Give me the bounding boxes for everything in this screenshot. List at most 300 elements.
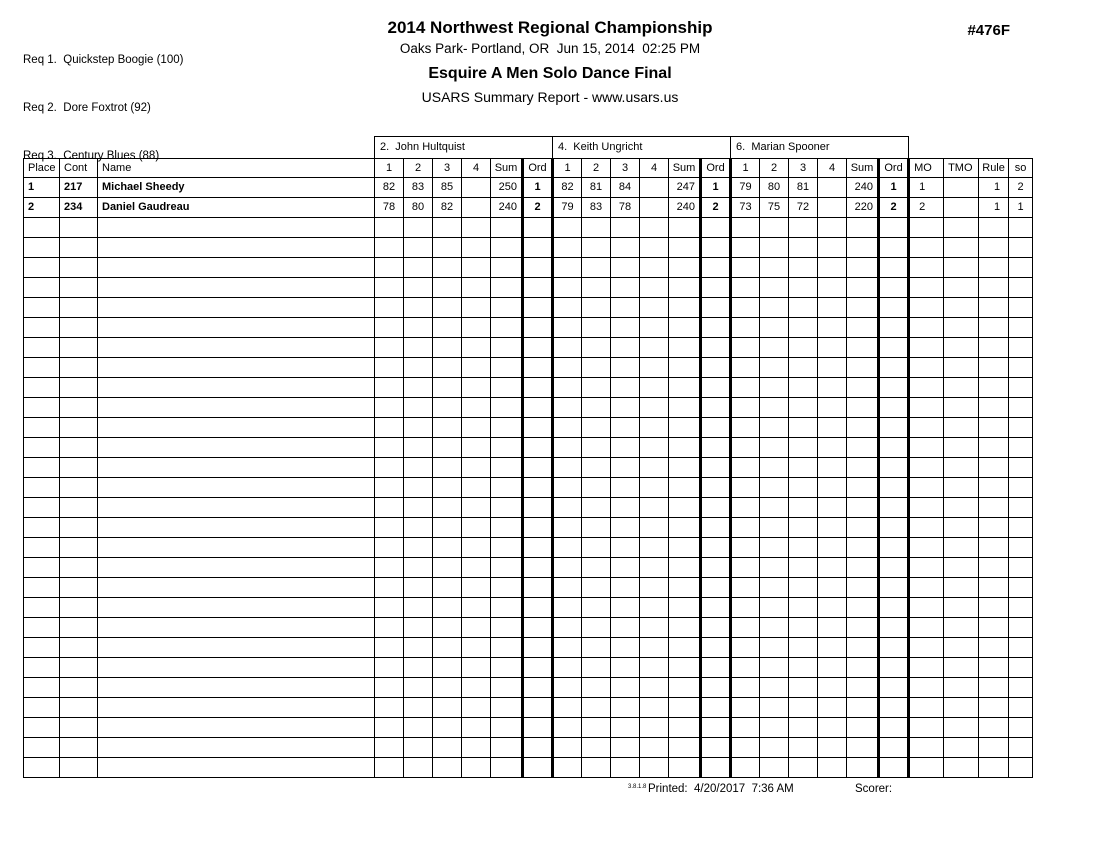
table-cell <box>523 238 553 258</box>
table-cell <box>553 318 582 338</box>
table-cell <box>979 558 1009 578</box>
table-cell <box>582 318 611 338</box>
empty-table-row <box>24 598 1033 618</box>
table-cell <box>462 718 491 738</box>
table-cell <box>818 578 847 598</box>
table-cell <box>847 758 879 778</box>
empty-table-row <box>24 758 1033 778</box>
table-cell <box>760 318 789 338</box>
table-cell <box>404 458 433 478</box>
table-cell <box>523 618 553 638</box>
col-header-j1-sum: Sum <box>491 159 523 178</box>
table-cell <box>944 598 979 618</box>
table-cell <box>553 338 582 358</box>
table-cell <box>944 238 979 258</box>
empty-table-row <box>24 298 1033 318</box>
table-cell <box>879 458 909 478</box>
table-cell <box>98 378 375 398</box>
empty-table-row <box>24 618 1033 638</box>
table-cell <box>1009 238 1033 258</box>
table-cell <box>944 398 979 418</box>
table-cell <box>60 538 98 558</box>
table-cell <box>818 438 847 458</box>
table-cell: 1 <box>24 178 60 198</box>
col-header-j3-score4: 4 <box>818 159 847 178</box>
table-cell <box>731 558 760 578</box>
table-cell <box>60 378 98 398</box>
table-cell <box>433 678 462 698</box>
table-cell <box>98 458 375 478</box>
table-cell <box>491 318 523 338</box>
table-cell <box>60 238 98 258</box>
table-cell <box>944 658 979 678</box>
table-cell: 81 <box>582 178 611 198</box>
table-cell <box>553 218 582 238</box>
table-cell <box>462 378 491 398</box>
table-cell <box>611 278 640 298</box>
table-cell <box>944 378 979 398</box>
table-cell <box>979 478 1009 498</box>
table-cell <box>98 698 375 718</box>
table-cell <box>375 438 404 458</box>
table-cell: 1 <box>909 178 944 198</box>
table-cell <box>404 518 433 538</box>
table-cell <box>60 498 98 518</box>
table-cell <box>24 318 60 338</box>
table-cell: 250 <box>491 178 523 198</box>
venue-date-line: Oaks Park- Portland, OR Jun 15, 2014 02:25 PM <box>399 41 701 56</box>
table-cell <box>611 258 640 278</box>
table-cell <box>98 718 375 738</box>
table-cell <box>847 698 879 718</box>
table-cell <box>375 298 404 318</box>
table-cell <box>582 738 611 758</box>
table-cell: 1 <box>701 178 731 198</box>
table-cell <box>60 678 98 698</box>
table-cell <box>909 638 944 658</box>
table-cell <box>98 598 375 618</box>
table-cell <box>669 658 701 678</box>
table-cell <box>669 278 701 298</box>
table-cell <box>640 198 669 218</box>
table-cell <box>669 498 701 518</box>
table-cell <box>491 738 523 758</box>
table-cell <box>731 318 760 338</box>
table-cell <box>979 658 1009 678</box>
judge-2-name: 4. Keith Ungricht <box>553 137 731 159</box>
table-cell: 85 <box>433 178 462 198</box>
table-cell <box>98 738 375 758</box>
table-cell: 2 <box>1009 178 1033 198</box>
table-cell <box>611 758 640 778</box>
table-cell <box>979 258 1009 278</box>
col-header-place: Place <box>24 159 60 178</box>
table-cell <box>640 238 669 258</box>
table-cell <box>611 618 640 638</box>
table-cell <box>847 318 879 338</box>
empty-table-row <box>24 358 1033 378</box>
table-cell <box>909 498 944 518</box>
table-cell <box>701 418 731 438</box>
table-cell <box>879 298 909 318</box>
table-cell <box>979 338 1009 358</box>
table-cell <box>24 718 60 738</box>
table-cell <box>462 358 491 378</box>
table-cell <box>24 478 60 498</box>
table-cell <box>760 338 789 358</box>
table-cell <box>491 718 523 738</box>
table-cell <box>789 278 818 298</box>
table-cell <box>847 498 879 518</box>
table-cell <box>818 358 847 378</box>
table-cell <box>979 678 1009 698</box>
table-cell <box>789 758 818 778</box>
table-cell <box>879 618 909 638</box>
table-cell <box>553 358 582 378</box>
col-header-rule: Rule <box>979 159 1009 178</box>
table-cell <box>553 598 582 618</box>
table-cell <box>879 638 909 658</box>
table-cell <box>375 738 404 758</box>
table-cell <box>669 218 701 238</box>
table-cell <box>1009 698 1033 718</box>
table-cell <box>553 518 582 538</box>
table-cell <box>582 298 611 318</box>
col-header-j1-score2: 2 <box>404 159 433 178</box>
table-cell <box>433 718 462 738</box>
table-cell <box>669 478 701 498</box>
table-cell <box>553 398 582 418</box>
table-cell <box>760 558 789 578</box>
table-cell <box>1009 758 1033 778</box>
table-cell <box>879 658 909 678</box>
table-cell <box>491 558 523 578</box>
table-cell <box>553 658 582 678</box>
table-cell <box>404 398 433 418</box>
table-cell <box>523 518 553 538</box>
table-cell <box>701 398 731 418</box>
col-header-j1-score4: 4 <box>462 159 491 178</box>
table-cell <box>1009 658 1033 678</box>
table-cell <box>523 278 553 298</box>
table-cell <box>1009 558 1033 578</box>
table-cell <box>640 578 669 598</box>
table-cell <box>1009 358 1033 378</box>
table-cell <box>760 738 789 758</box>
table-cell <box>818 678 847 698</box>
col-header-j3-score3: 3 <box>789 159 818 178</box>
table-cell <box>611 678 640 698</box>
table-cell <box>462 738 491 758</box>
table-cell <box>24 638 60 658</box>
table-cell <box>375 398 404 418</box>
table-cell <box>731 398 760 418</box>
table-cell <box>433 758 462 778</box>
table-cell <box>523 438 553 458</box>
table-cell <box>433 558 462 578</box>
table-cell <box>789 518 818 538</box>
table-cell <box>375 338 404 358</box>
table-cell <box>404 278 433 298</box>
table-cell: 78 <box>375 198 404 218</box>
table-cell <box>375 278 404 298</box>
table-cell <box>462 598 491 618</box>
table-cell <box>760 618 789 638</box>
table-cell <box>98 238 375 258</box>
table-cell <box>669 718 701 738</box>
table-cell <box>98 318 375 338</box>
table-cell: Daniel Gaudreau <box>98 198 375 218</box>
table-cell <box>640 418 669 438</box>
table-cell <box>701 758 731 778</box>
table-cell <box>944 698 979 718</box>
table-cell <box>553 538 582 558</box>
table-cell <box>98 498 375 518</box>
table-cell <box>404 238 433 258</box>
table-cell <box>760 578 789 598</box>
table-cell <box>433 218 462 238</box>
table-cell <box>847 278 879 298</box>
table-cell <box>523 758 553 778</box>
table-cell <box>847 358 879 378</box>
table-cell <box>944 638 979 658</box>
table-cell <box>98 218 375 238</box>
table-cell <box>789 238 818 258</box>
table-cell <box>847 378 879 398</box>
table-cell <box>98 558 375 578</box>
col-header-j1-score3: 3 <box>433 159 462 178</box>
table-cell <box>944 478 979 498</box>
table-cell <box>818 718 847 738</box>
table-cell <box>60 258 98 278</box>
table-cell <box>491 378 523 398</box>
table-cell <box>789 258 818 278</box>
table-cell <box>847 458 879 478</box>
table-cell <box>491 538 523 558</box>
table-cell <box>979 578 1009 598</box>
table-cell <box>640 658 669 678</box>
table-cell <box>669 578 701 598</box>
table-cell <box>701 458 731 478</box>
table-cell <box>1009 618 1033 638</box>
table-cell <box>879 378 909 398</box>
table-cell <box>879 538 909 558</box>
col-header-mo: MO <box>909 159 944 178</box>
table-cell <box>909 298 944 318</box>
table-cell <box>98 358 375 378</box>
table-cell <box>582 438 611 458</box>
table-cell <box>523 658 553 678</box>
table-cell <box>24 358 60 378</box>
table-cell <box>669 518 701 538</box>
table-cell <box>611 318 640 338</box>
table-cell <box>979 618 1009 638</box>
table-cell: 240 <box>491 198 523 218</box>
table-cell <box>491 638 523 658</box>
table-cell <box>433 258 462 278</box>
table-cell <box>1009 478 1033 498</box>
table-cell <box>462 218 491 238</box>
table-cell: 79 <box>731 178 760 198</box>
table-cell <box>404 618 433 638</box>
table-cell <box>701 738 731 758</box>
table-cell <box>60 398 98 418</box>
table-cell <box>98 658 375 678</box>
table-cell <box>818 598 847 618</box>
table-cell <box>433 538 462 558</box>
table-cell <box>847 338 879 358</box>
table-cell <box>701 578 731 598</box>
empty-table-row <box>24 238 1033 258</box>
table-cell <box>462 618 491 638</box>
table-cell <box>979 358 1009 378</box>
table-cell <box>24 658 60 678</box>
table-cell <box>462 638 491 658</box>
empty-table-row <box>24 478 1033 498</box>
table-cell <box>433 478 462 498</box>
table-cell <box>789 638 818 658</box>
table-cell <box>879 338 909 358</box>
table-cell <box>760 378 789 398</box>
table-cell <box>760 678 789 698</box>
table-cell <box>462 318 491 338</box>
table-cell <box>491 478 523 498</box>
table-cell <box>669 438 701 458</box>
table-cell <box>462 538 491 558</box>
table-cell <box>818 298 847 318</box>
table-cell <box>731 438 760 458</box>
table-cell <box>523 318 553 338</box>
table-cell <box>375 498 404 518</box>
table-cell <box>818 258 847 278</box>
table-cell <box>731 738 760 758</box>
table-cell <box>375 718 404 738</box>
table-cell <box>640 638 669 658</box>
table-cell <box>944 298 979 318</box>
table-cell <box>640 398 669 418</box>
table-cell <box>818 698 847 718</box>
table-cell <box>731 538 760 558</box>
table-cell <box>553 638 582 658</box>
table-cell <box>523 358 553 378</box>
table-cell: 84 <box>611 178 640 198</box>
table-cell <box>1009 398 1033 418</box>
table-cell <box>611 438 640 458</box>
table-cell <box>640 318 669 338</box>
table-cell <box>523 738 553 758</box>
table-cell <box>789 618 818 638</box>
table-cell <box>731 638 760 658</box>
table-cell <box>24 498 60 518</box>
table-cell: 80 <box>760 178 789 198</box>
table-cell <box>669 258 701 278</box>
table-cell <box>669 398 701 418</box>
table-cell <box>611 538 640 558</box>
judges-row-spacer-left <box>24 137 375 159</box>
table-cell <box>523 258 553 278</box>
table-cell <box>640 378 669 398</box>
table-cell <box>375 318 404 338</box>
judges-row <box>24 137 1033 159</box>
table-cell <box>404 558 433 578</box>
table-cell <box>760 758 789 778</box>
table-cell <box>847 558 879 578</box>
table-cell <box>818 178 847 198</box>
table-cell <box>879 558 909 578</box>
table-cell <box>433 458 462 478</box>
table-cell <box>818 638 847 658</box>
table-cell <box>847 678 879 698</box>
table-cell <box>909 258 944 278</box>
table-cell <box>731 478 760 498</box>
empty-table-row <box>24 738 1033 758</box>
empty-table-row <box>24 378 1033 398</box>
table-cell <box>879 318 909 338</box>
table-cell <box>979 318 1009 338</box>
table-cell <box>582 678 611 698</box>
table-cell <box>582 598 611 618</box>
table-cell <box>1009 518 1033 538</box>
table-cell <box>404 658 433 678</box>
table-cell <box>462 758 491 778</box>
col-header-so: so <box>1009 159 1033 178</box>
table-cell <box>60 598 98 618</box>
empty-table-row <box>24 498 1033 518</box>
table-cell <box>404 338 433 358</box>
table-cell <box>640 698 669 718</box>
table-cell: 1 <box>979 178 1009 198</box>
col-header-j1-ord: Ord <box>523 159 553 178</box>
table-cell <box>818 758 847 778</box>
table-cell <box>979 378 1009 398</box>
table-cell <box>979 518 1009 538</box>
table-cell <box>462 338 491 358</box>
table-cell <box>404 258 433 278</box>
table-cell <box>731 658 760 678</box>
table-cell <box>701 238 731 258</box>
table-cell <box>462 438 491 458</box>
table-cell <box>944 318 979 338</box>
col-header-j3-sum: Sum <box>847 159 879 178</box>
table-cell: 1 <box>1009 198 1033 218</box>
table-cell <box>375 678 404 698</box>
table-cell <box>433 518 462 538</box>
table-cell <box>669 418 701 438</box>
table-cell <box>879 678 909 698</box>
table-cell <box>731 338 760 358</box>
table-cell <box>553 718 582 738</box>
table-cell: 240 <box>669 198 701 218</box>
table-cell <box>979 398 1009 418</box>
table-cell <box>944 198 979 218</box>
table-cell <box>640 218 669 238</box>
table-cell <box>60 698 98 718</box>
table-cell <box>909 318 944 338</box>
empty-table-row <box>24 658 1033 678</box>
table-cell <box>789 358 818 378</box>
judges-row-spacer-right <box>909 137 1033 159</box>
empty-table-row <box>24 218 1033 238</box>
table-cell <box>640 618 669 638</box>
table-cell: 81 <box>789 178 818 198</box>
table-cell <box>462 678 491 698</box>
table-cell <box>98 518 375 538</box>
table-cell <box>789 338 818 358</box>
empty-table-row <box>24 258 1033 278</box>
table-cell: 1 <box>879 178 909 198</box>
table-cell <box>789 378 818 398</box>
report-footer <box>0 781 1100 801</box>
